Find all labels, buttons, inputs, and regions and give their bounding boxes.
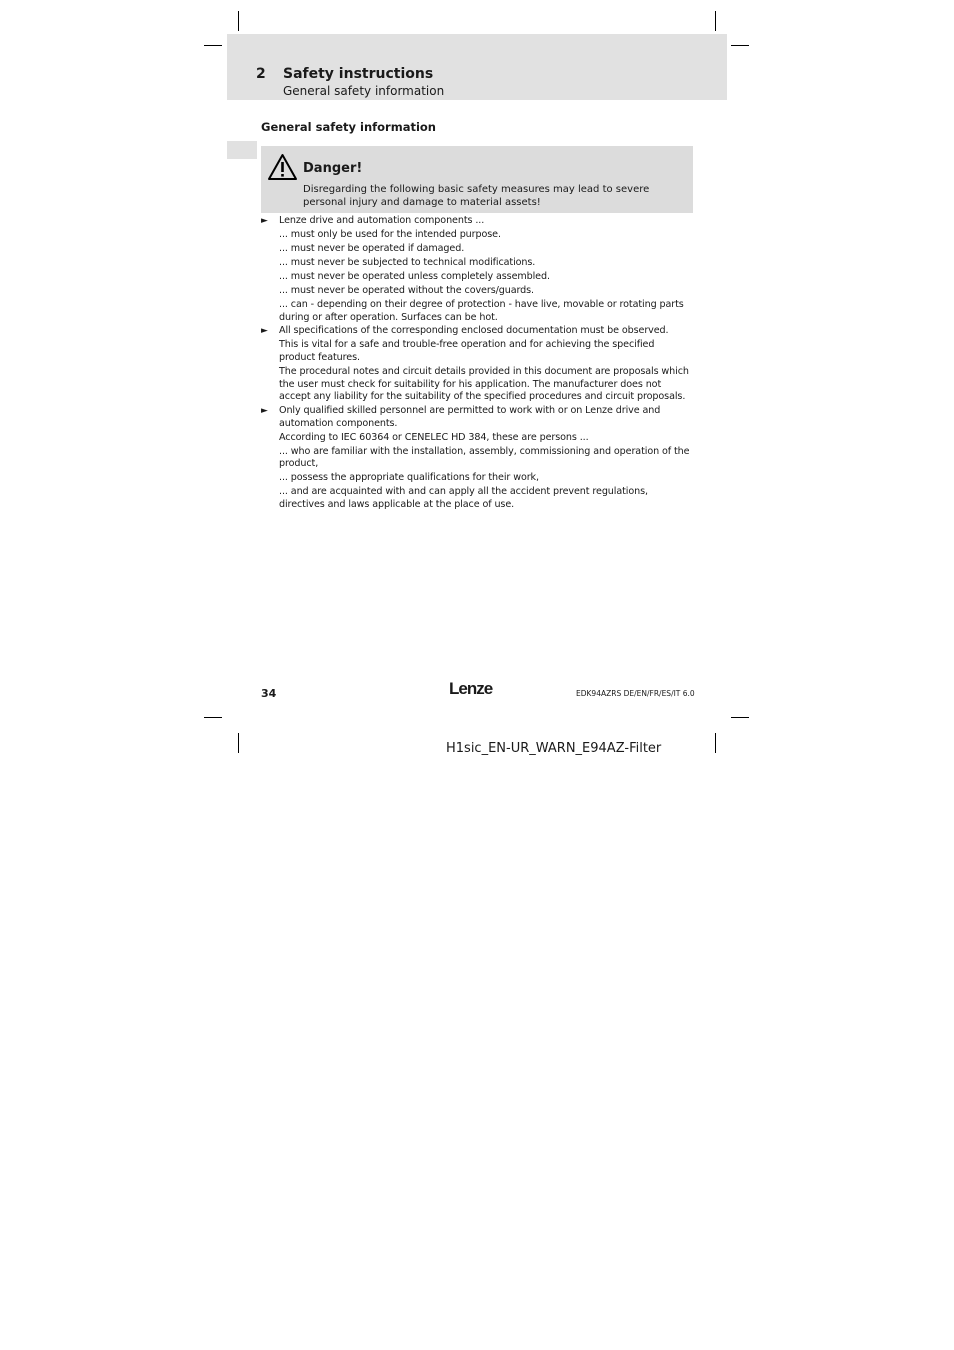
bullet-line: ... must never be operated if damaged. [279,242,465,254]
bullet-arrow-icon: ► [261,216,268,226]
crop-mark [204,717,222,718]
crop-mark [238,733,239,753]
page-number: 34 [261,687,277,700]
bullet-line: ... can - depending on their degree of protection - have live, movable or rotating parts during or after operation. Surfaces can be hot. [279,298,684,323]
danger-notice [261,146,693,213]
bullet-line: According to IEC 60364 or CENELEC HD 384, these are persons ... [279,431,589,443]
danger-title: Danger! [303,161,363,176]
bullet-line: ... who are familiar with the installation, assembly, commissioning and operation of the product, [279,445,690,470]
bullet-line: ... must only be used for the intended purpose. [279,228,501,240]
bullet-line: Lenze drive and automation components ... [279,215,485,226]
file-label: H1sic_EN-UR_WARN_E94AZ-Filter [446,741,662,756]
chapter-number: 2 [256,66,266,82]
document-code: EDK94AZRS DE/EN/FR/ES/IT 6.0 [576,689,695,698]
list-item [261,325,693,403]
warning-triangle-icon [267,153,298,181]
crop-mark [715,11,716,31]
list-item [261,215,693,324]
chapter-title: Safety instructions [283,66,434,82]
bullet-line: All specifications of the corresponding enclosed documentation must be observed. [279,325,669,337]
bullet-line: ... must never be subjected to technical modifications. [279,256,536,268]
bullet-arrow-icon: ► [261,406,268,417]
bullet-arrow-icon: ► [261,326,268,337]
section-heading: General safety information [261,120,436,134]
brand-logo: Lenze [449,679,493,698]
bullet-line: The procedural notes and circuit details provided in this document are proposals which the user must check for suitability for his application. The manufacturer does not accept any liability for the suitability of the specified procedures and circuit proposals. [279,366,689,403]
bullet-line: ... possess the appropriate qualifications for their work, [279,472,539,484]
safety-bullet-list [261,215,693,513]
bullet-line: Only qualified skilled personnel are permitted to work with or on Lenze drive and automation components. [279,405,661,429]
crop-mark [204,45,222,46]
list-item [261,405,693,511]
bullet-line: This is vital for a safe and trouble-free operation and for achieving the specified product features. [279,339,655,364]
crop-mark [238,11,239,31]
bullet-line: ... and are acquainted with and can apply all the accident prevent regulations, directives and laws applicable at the place of use. [279,486,648,510]
crop-mark [715,733,716,753]
side-tab-marker [227,141,257,159]
crop-mark [731,45,749,46]
danger-text: Disregarding the following basic safety measures may lead to severe personal injury and damage to material assets! [303,184,650,208]
crop-mark [731,717,749,718]
chapter-subtitle: General safety information [283,84,445,98]
bullet-line: ... must never be operated without the covers/guards. [279,284,534,296]
bullet-line: ... must never be operated unless completely assembled. [279,270,550,282]
